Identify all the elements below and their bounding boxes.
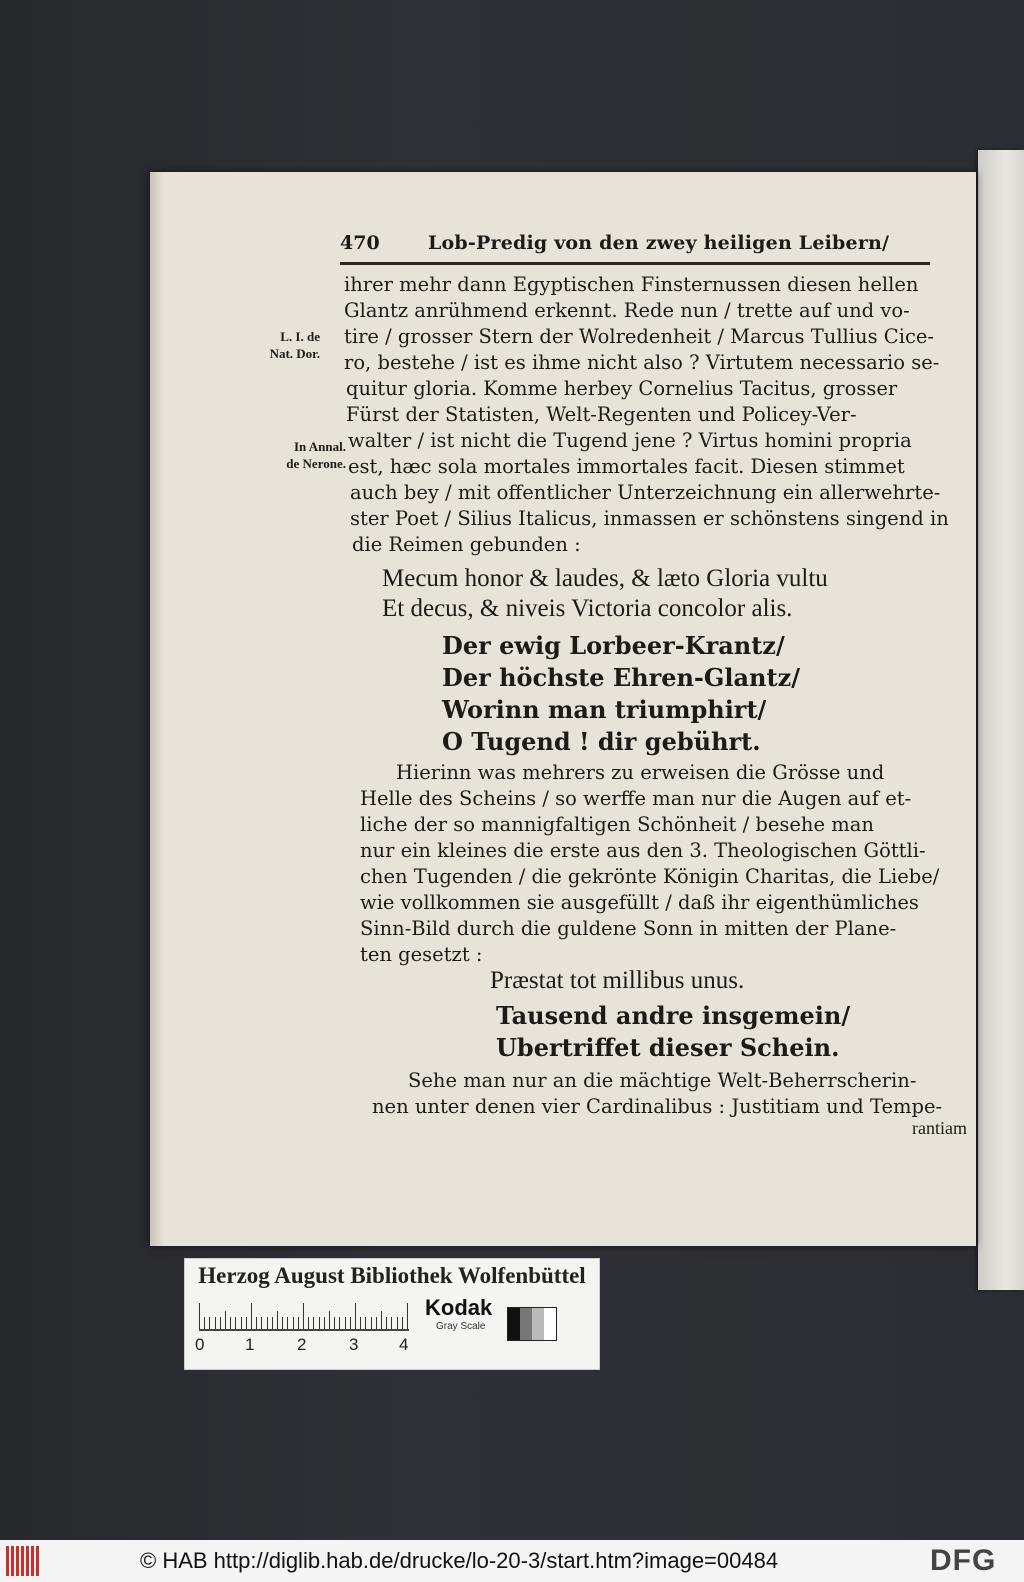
ruler-tick (220, 1317, 221, 1329)
copyright-url[interactable]: © HAB http://diglib.hab.de/drucke/lo-20-3/start.htm?image=00484 (140, 1548, 779, 1573)
ruler-tick (209, 1317, 210, 1329)
ruler-tick (261, 1317, 262, 1329)
book-page (150, 172, 976, 1246)
margin-note-line: In Annal. (293, 439, 346, 454)
ruler-tick (303, 1303, 304, 1329)
verse-line: Mecum honor & laudes, & læto Gloria vultu (382, 565, 828, 592)
text-line: chen Tugenden / die gekrönte Königin Charitas, die Liebe/ (360, 865, 940, 888)
ruler-tick (334, 1317, 335, 1329)
text-line: est, hæc sola mortales immortales facit. Diesen stimmet (348, 455, 905, 478)
page-number: 470 (340, 232, 380, 254)
gray-scale-swatch (507, 1307, 557, 1341)
ruler-tick (308, 1317, 309, 1329)
verse-line: Der ewig Lorbeer-Krantz/ (442, 631, 785, 660)
barcode-icon (6, 1546, 46, 1576)
text-line: Fürst der Statisten, Welt-Regenten und Policey-Ver- (346, 403, 857, 426)
text-line: Sinn-Bild durch die guldene Sonn in mitten der Plane- (360, 917, 897, 940)
ruler-tick (241, 1317, 242, 1329)
ruler-tick (376, 1317, 377, 1329)
ruler-number: 0 (195, 1335, 205, 1354)
verse-line: Tausend andre insgemein/ (496, 1001, 851, 1030)
ruler-number: 3 (349, 1335, 359, 1354)
margin-note-line: de Nerone. (286, 456, 346, 471)
text-line: liche der so mannigfaltigen Schönheit / besehe man (360, 813, 874, 836)
ruler-tick (329, 1311, 330, 1329)
text-line: nur ein kleines die erste aus den 3. Theologischen Göttli- (360, 839, 926, 862)
text-line: Glantz anrühmend erkennt. Rede nun / trette auf und vo- (344, 299, 910, 322)
text-line: ihrer mehr dann Egyptischen Finsternussen diesen hellen (344, 273, 919, 296)
ruler-tick (381, 1311, 382, 1329)
dfg-logo: DFG (930, 1544, 997, 1577)
ruler-tick (235, 1317, 236, 1329)
margin-note (256, 438, 346, 472)
text-line: auch bey / mit offentlicher Unterzeichnung ein allerwehrte- (350, 481, 941, 504)
ruler-tick (230, 1317, 231, 1329)
ruler-tick (298, 1317, 299, 1329)
ruler-tick (272, 1317, 273, 1329)
ruler-tick (313, 1317, 314, 1329)
text-line: Hierinn was mehrers zu erweisen die Grösse und (396, 761, 885, 784)
running-title: Lob-Predig von den zwey heiligen Leibern/ (428, 232, 890, 254)
verse-line: O Tugend ! dir gebührt. (442, 727, 761, 756)
ruler-tick (355, 1303, 356, 1329)
text-line: tire / grosser Stern der Wolredenheit / Marcus Tullius Cice- (344, 325, 934, 348)
ruler-tick (324, 1317, 325, 1329)
text-line: ro, bestehe / ist es ihme nicht also ? Virtutem necessario se- (344, 351, 940, 374)
text-line: ten gesetzt : (360, 943, 483, 966)
ruler-tick (345, 1317, 346, 1329)
ruler-tick (397, 1317, 398, 1329)
ruler-tick (350, 1317, 351, 1329)
ruler-tick (256, 1317, 257, 1329)
gray-scale-label: Gray Scale (436, 1321, 486, 1332)
text-line: ster Poet / Silius Italicus, inmassen er schönstens singend in (350, 507, 949, 530)
margin-note (230, 328, 320, 362)
ruler-tick (339, 1317, 340, 1329)
latin-verse-2: Præstat tot millibus unus. (490, 967, 745, 994)
text-line: Sehe man nur an die mächtige Welt-Beherrscherin- (408, 1069, 917, 1092)
margin-note-line: Nat. Dor. (269, 346, 320, 361)
ruler-tick (402, 1317, 403, 1329)
text-line: quitur gloria. Komme herbey Cornelius Tacitus, grosser (346, 377, 898, 400)
ruler-tick (287, 1317, 288, 1329)
verse-line: Der höchste Ehren-Glantz/ (442, 663, 800, 692)
text-line: walter / ist nicht die Tugend jene ? Virtus homini propria (348, 429, 912, 452)
ruler-number: 4 (399, 1335, 409, 1354)
color-scale-card (184, 1258, 600, 1370)
ruler-tick (391, 1317, 392, 1329)
ruler-tick (199, 1303, 200, 1329)
ruler-tick (246, 1317, 247, 1329)
ruler-number: 1 (245, 1335, 255, 1354)
verse-line: Worinn man triumphirt/ (442, 695, 767, 724)
adjacent-page-edge (978, 150, 1024, 1290)
ruler-tick (386, 1317, 387, 1329)
catchword: rantiam (912, 1118, 967, 1138)
ruler-tick (319, 1317, 320, 1329)
library-label: Herzog August Bibliothek Wolfenbüttel (198, 1263, 586, 1288)
margin-note-line: L. I. de (280, 329, 320, 344)
kodak-logo: Kodak (425, 1295, 493, 1320)
ruler-tick (371, 1317, 372, 1329)
verse-line: Ubertriffet dieser Schein. (496, 1033, 840, 1062)
ruler-number: 2 (297, 1335, 307, 1354)
ruler-tick (293, 1317, 294, 1329)
ruler-tick (407, 1303, 408, 1329)
footer-bar (0, 1540, 1024, 1582)
text-line: nen unter denen vier Cardinalibus : Justitiam und Tempe- (372, 1095, 943, 1118)
ruler-tick (360, 1317, 361, 1329)
ruler-tick (267, 1317, 268, 1329)
page-header (340, 228, 930, 265)
ruler-tick (251, 1303, 252, 1329)
ruler-tick (365, 1317, 366, 1329)
verse-line: Et decus, & niveis Victoria concolor alis. (382, 595, 793, 622)
ruler-tick (277, 1311, 278, 1329)
text-line: Helle des Scheins / so werffe man nur die Augen auf et- (360, 787, 912, 810)
ruler-tick (204, 1317, 205, 1329)
text-line: wie vollkommen sie ausgefüllt / daß ihr eigenthümliches (360, 891, 919, 914)
ruler-tick (225, 1311, 226, 1329)
text-line: die Reimen gebunden : (352, 533, 581, 556)
ruler-tick (215, 1317, 216, 1329)
ruler-ticks (199, 1303, 414, 1333)
ruler-tick (282, 1317, 283, 1329)
